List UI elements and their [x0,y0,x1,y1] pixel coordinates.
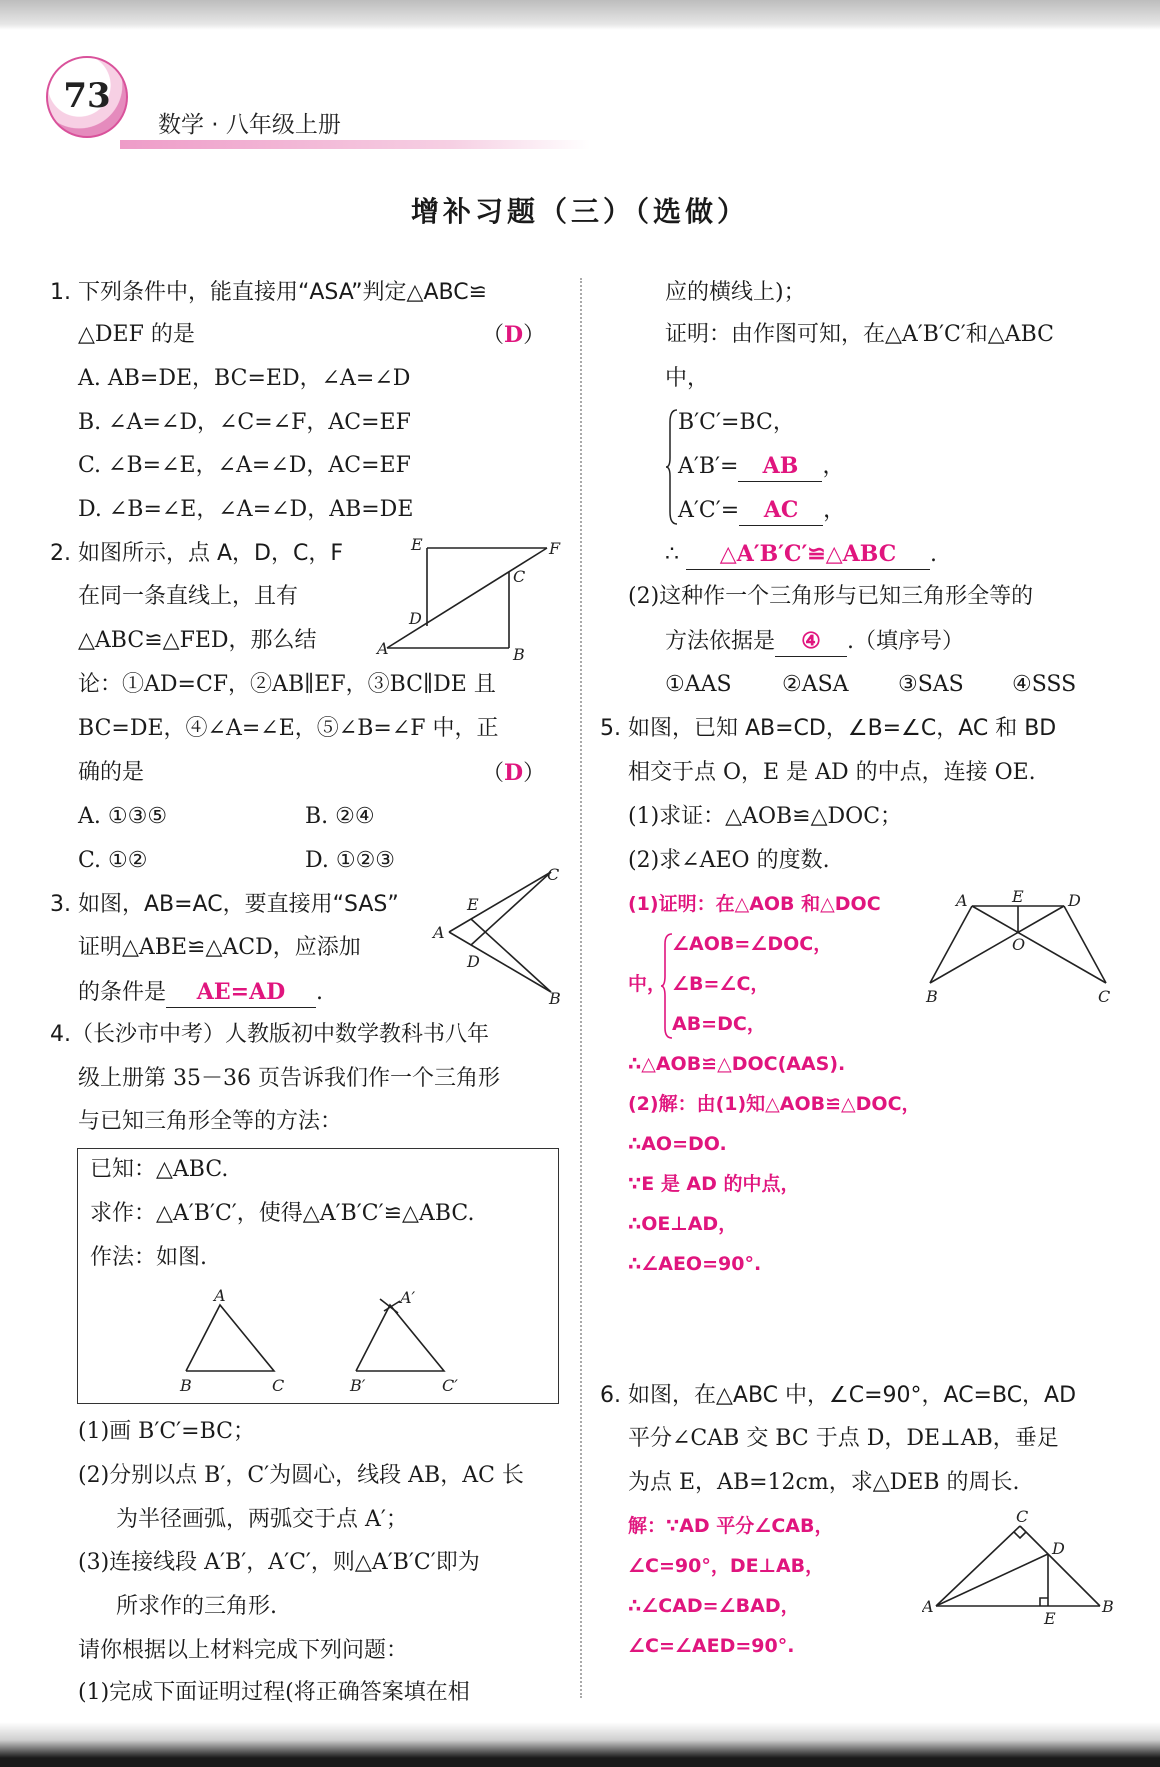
q4-therefore-line: ∴ △A′B′C′≌△ABC . [665,539,937,570]
q1-option-a: A. AB=DE，BC=ED，∠A=∠D [78,366,411,391]
q5-figure [918,888,1118,1008]
q2-option-c: C. ①② [78,848,148,873]
q2-answer-bracket: （D） [482,760,546,786]
q2-label-b: B [513,645,525,664]
q6-solution-4: ∠C=∠AED=90°. [628,1635,795,1657]
q4-line2: 级上册第 35－36 页告诉我们作一个三角形 [78,1066,500,1091]
q1-option-d: D. ∠B=∠E，∠A=∠D，AB=DE [78,497,414,522]
q4-step2: (2)分别以点 B′，C′为圆心，线段 AB，AC 长 [78,1463,524,1488]
q4-known: 已知：△ABC. [90,1157,229,1182]
q1-option-b: B. ∠A=∠D，∠C=∠F，AC=EF [78,410,411,435]
q4-system-brace [665,408,679,526]
q3-answer: AE=AD [166,977,316,1008]
q5-line3: (1)求证：△AOB≌△DOC； [628,804,903,829]
q4-step1: (1)画 B′C′=BC； [78,1419,255,1444]
q4-method: 作法：如图. [90,1245,207,1270]
q3-line3: 的条件是 AE=AD . [78,977,323,1008]
q4-step3-cont: 所求作的三角形. [116,1594,277,1619]
q2-option-a: A. ①③⑤ [78,804,168,829]
q4-label-c-prime: C′ [442,1376,458,1395]
q6-label-c: C [1016,1508,1029,1526]
q5-solution-1: (1)证明：在△AOB 和△DOC [628,893,881,915]
q6-solution-2: ∠C=90°，DE⊥AB， [628,1555,825,1577]
q2-option-b: B. ②④ [305,804,375,829]
page-number: 73 [63,76,111,116]
q6-line3: 为点 E，AB=12cm，求△DEB 的周长. [628,1470,1020,1495]
q4-method-3: ③SAS [898,672,964,697]
q5-line1: 5. 如图，已知 AB=CD，∠B=∠C，AC 和 BD [600,716,1057,741]
q4-part2-line1: (2)这种作一个三角形与已知三角形全等的 [628,584,1034,609]
q6-figure [922,1508,1122,1628]
q5-label-e: E [1012,888,1024,906]
q2-line2: 在同一条直线上，且有 [78,584,299,609]
q5-label-b: B [926,987,938,1006]
q4-answer-ac: AC [739,495,823,526]
q3-label-c: C [547,865,560,884]
q4-part1-line2: 应的横线上)； [665,280,806,305]
q2-line5: BC=DE，④∠A=∠E，⑤∠B=∠F 中，正 [78,716,499,741]
q4-part1-line1: (1)完成下面证明过程(将正确答案填在相 [78,1680,470,1705]
q4-label-a-prime: A′ [400,1289,416,1307]
q4-system-line1: B′C′=BC， [678,410,795,435]
q4-answer-method: ④ [775,626,847,657]
q5-solution-5: AB=DC， [672,1013,766,1035]
q4-label-c: C [272,1376,285,1395]
q1-option-c: C. ∠B=∠E，∠A=∠D，AC=EF [78,453,411,478]
q3-label-a: A [433,923,445,942]
q2-figure [375,536,570,664]
q5-solution-2: ∠AOB=∠DOC， [672,933,833,955]
q4-method-2: ②ASA [782,672,849,697]
q2-line1: 2. 如图所示，点 A，D，C，F [50,541,343,566]
q5-label-d: D [1068,891,1081,910]
q4-construction-box [77,1148,559,1404]
q5-solution-6: ∴△AOB≌△DOC(AAS). [628,1053,846,1075]
q2-answer: D [504,760,524,786]
q2-label-a: A [377,639,389,658]
bracket-right: ） [523,323,546,348]
page-number-badge [46,56,128,138]
q4-proof-line1: 证明：由作图可知，在△A′B′C′和△ABC [665,322,1055,347]
q2-option-d: D. ①②③ [305,848,396,873]
q4-request: 请你根据以上材料完成下列问题： [78,1638,409,1663]
q6-line2: 平分∠CAB 交 BC 于点 D，DE⊥AB，垂足 [628,1426,1059,1451]
q4-answer-ab: AB [738,451,822,482]
q1-answer-bracket [482,320,545,351]
q4-step3: (3)连接线段 A′B′，A′C′，则△A′B′C′即为 [78,1550,480,1575]
q2-label-c: C [513,567,526,586]
q2-line3: △ABC≌△FED，那么结 [78,628,317,653]
q5-label-c: C [1098,987,1111,1006]
q5-solution-3: 中， [628,973,667,995]
q1-stem-line2: △DEF 的是 [78,322,195,347]
q2-label-e: E [411,536,423,554]
q5-label-a: A [956,891,968,910]
q5-solution-7: (2)解：由(1)知△AOB≌△DOC， [628,1093,921,1115]
q2-line4: 论：①AD=CF，②AB∥EF，③BC∥DE 且 [78,672,496,697]
q6-label-a: A [922,1597,934,1616]
q6-solution-3: ∴∠CAD=∠BAD， [628,1595,800,1617]
q5-solution-8: ∴AO=DO. [628,1133,727,1155]
q5-line4: (2)求∠AEO 的度数. [628,848,830,873]
q4-system-line3: A′C′= AC ， [678,495,845,526]
q4-system-line2: A′B′= AB ， [678,451,845,482]
bottom-shadow [0,1722,1160,1767]
q5-solution-10: ∴OE⊥AD， [628,1213,738,1235]
q6-label-e: E [1044,1609,1056,1628]
q4-label-a: A [214,1289,226,1305]
q4-find: 求作：△A′B′C′，使得△A′B′C′≌△ABC. [90,1201,475,1226]
q4-method-1: ①AAS [665,672,732,697]
q4-method-4: ④SSS [1012,672,1077,697]
q5-line2: 相交于点 O，E 是 AD 的中点，连接 OE. [628,760,1036,785]
q6-solution-1: 解：∵AD 平分∠CAB， [628,1515,834,1537]
book-title: 数学 · 八年级上册 [158,112,341,138]
q4-triangles-figure [168,1289,468,1399]
q5-solution-4: ∠B=∠C， [672,973,770,995]
q4-line1: 4.（长沙市中考）人教版初中数学教科书八年 [50,1022,489,1047]
q3-label-d: D [467,952,480,971]
q1-answer: D [504,322,524,348]
bracket-left: （ [482,323,505,348]
q6-label-b: B [1102,1597,1114,1616]
q5-solution-11: ∴∠AEO=90°. [628,1253,762,1275]
q3-line2: 证明△ABE≌△ACD，应添加 [78,935,361,960]
header-underline [120,140,590,149]
q4-answer-congruence: △A′B′C′≌△ABC [686,539,930,570]
q4-label-b-prime: B′ [350,1376,366,1395]
top-shadow [0,0,1160,30]
q4-proof-line2: 中， [665,366,710,391]
q3-label-b: B [549,989,561,1005]
q1-stem-line1: 1. 下列条件中，能直接用“ASA”判定△ABC≌ [50,280,488,305]
q5-label-o: O [1012,935,1026,954]
q6-line1: 6. 如图，在△ABC 中，∠C=90°，AC=BC，AD [600,1383,1077,1408]
q2-label-d: D [409,609,422,628]
q4-step2-cont: 为半径画弧，两弧交于点 A′； [116,1507,408,1532]
q2-label-f: F [549,539,561,558]
q4-part2-line2: 方法依据是 ④ .（填序号） [665,626,964,657]
q3-figure [425,860,570,1005]
q3-label-e: E [467,895,479,914]
q5-solution-9: ∵E 是 AD 的中点， [628,1173,800,1195]
q4-label-b: B [180,1376,192,1395]
column-divider [580,278,582,1698]
q6-label-d: D [1052,1539,1065,1558]
page-title: 增补习题（三）（选做） [410,195,749,228]
q3-line1: 3. 如图，AB=AC，要直接用“SAS” [50,892,399,917]
q4-line3: 与已知三角形全等的方法： [78,1109,343,1134]
q2-line6: 确的是 [78,760,145,785]
